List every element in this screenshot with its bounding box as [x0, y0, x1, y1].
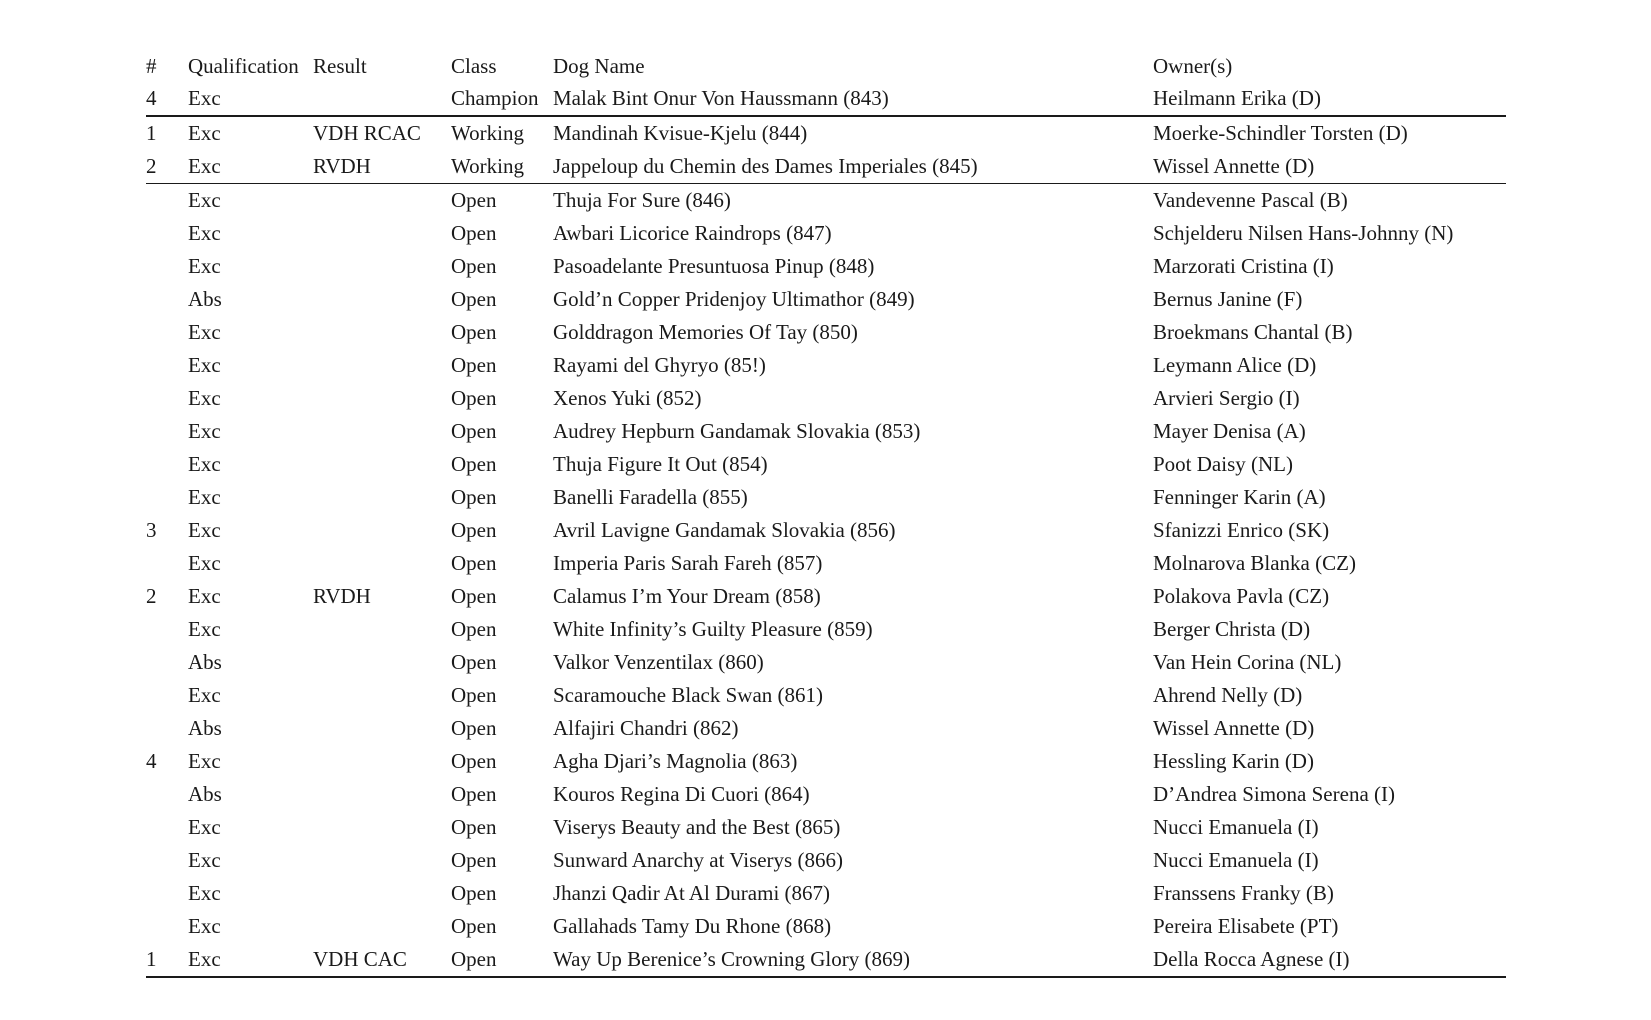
cell-owner: Fenninger Karin (A): [1153, 485, 1326, 509]
cell-num: [146, 778, 188, 811]
cell-num: [146, 646, 188, 679]
cell-qualification: Exc: [188, 551, 221, 575]
cell-owner: Nucci Emanuela (I): [1153, 815, 1319, 839]
cell-dog-name: Imperia Paris Sarah Fareh (857): [553, 551, 823, 575]
cell-class: Champion: [451, 82, 553, 116]
table-row: [146, 910, 1506, 943]
cell-num: 2: [146, 150, 188, 184]
table-row: [146, 316, 1506, 349]
cell-dog-name: Thuja Figure It Out (854): [553, 452, 768, 476]
cell-class: Open: [451, 943, 553, 977]
cell-class: Open: [451, 716, 497, 740]
cell-class: Open: [451, 485, 497, 509]
cell-qualification: Exc: [188, 881, 221, 905]
results-table: [146, 50, 1506, 978]
cell-qualification: Exc: [188, 683, 221, 707]
cell-qualification: Exc: [188, 914, 221, 938]
cell-class: Open: [451, 782, 497, 806]
cell-dog-name: Mandinah Kvisue-Kjelu (844): [553, 121, 808, 145]
cell-class: Open: [451, 551, 497, 575]
cell-dog-name: Alfajiri Chandri (862): [553, 716, 739, 740]
cell-dog-name: Gallahads Tamy Du Rhone (868): [553, 914, 832, 938]
cell-owner: Schjelderu Nilsen Hans-Johnny (N): [1153, 221, 1454, 245]
cell-class: Open: [451, 353, 497, 377]
cell-qualification: Exc: [188, 815, 221, 839]
cell-result: [313, 745, 451, 778]
cell-qualification: Exc: [188, 518, 221, 542]
cell-owner: Marzorati Cristina (I): [1153, 254, 1334, 278]
cell-class: Open: [451, 683, 497, 707]
table-row: [146, 448, 1506, 481]
cell-num: [146, 679, 188, 712]
cell-qualification: Exc: [188, 485, 221, 509]
cell-result: [313, 382, 451, 415]
table-row: [146, 283, 1506, 316]
cell-num: [146, 283, 188, 316]
cell-result: [313, 283, 451, 316]
cell-num: [146, 349, 188, 382]
cell-result: [313, 712, 451, 745]
cell-owner: Vandevenne Pascal (B): [1153, 188, 1348, 212]
cell-class: Open: [451, 452, 497, 476]
cell-owner: Heilmann Erika (D): [1153, 82, 1506, 116]
cell-result: [313, 844, 451, 877]
cell-qualification: Exc: [188, 848, 221, 872]
cell-class: Open: [451, 914, 497, 938]
cell-qualification: Abs: [188, 782, 222, 806]
cell-owner: Leymann Alice (D): [1153, 353, 1317, 377]
cell-qualification: Exc: [188, 121, 221, 145]
cell-dog-name: Jhanzi Qadir At Al Durami (867): [553, 881, 831, 905]
table-row: [146, 712, 1506, 745]
cell-qualification: Exc: [188, 386, 221, 410]
cell-dog-name: Xenos Yuki (852): [553, 386, 702, 410]
cell-dog-name: Kouros Regina Di Cuori (864): [553, 782, 810, 806]
cell-dog-name: Golddragon Memories Of Tay (850): [553, 320, 858, 344]
cell-owner: Poot Daisy (NL): [1153, 452, 1293, 476]
header-num: #: [146, 54, 157, 78]
header-result: Result: [313, 54, 367, 78]
table-row: [146, 250, 1506, 283]
header-class: Class: [451, 54, 497, 78]
table-row: [146, 778, 1506, 811]
table-row: [146, 415, 1506, 448]
cell-result: [313, 316, 451, 349]
cell-dog-name: Jappeloup du Chemin des Dames Imperiales (845): [553, 150, 1153, 184]
cell-result: RVDH: [313, 150, 451, 184]
table-row: [146, 844, 1506, 877]
cell-dog-name: Viserys Beauty and the Best (865): [553, 815, 841, 839]
cell-result: [313, 778, 451, 811]
cell-owner: Polakova Pavla (CZ): [1153, 584, 1330, 608]
cell-owner: Arvieri Sergio (I): [1153, 386, 1300, 410]
cell-num: [146, 811, 188, 844]
table-row: [146, 943, 1506, 977]
cell-dog-name: Calamus I’m Your Dream (858): [553, 584, 821, 608]
cell-num: [146, 250, 188, 283]
cell-owner: Wissel Annette (D): [1153, 150, 1506, 184]
cell-class: Open: [451, 848, 497, 872]
table-row: [146, 547, 1506, 580]
cell-owner: Van Hein Corina (NL): [1153, 650, 1342, 674]
cell-owner: Nucci Emanuela (I): [1153, 848, 1319, 872]
cell-num: 4: [146, 82, 188, 116]
cell-qualification: Exc: [188, 419, 221, 443]
cell-owner: Broekmans Chantal (B): [1153, 320, 1353, 344]
cell-dog-name: Audrey Hepburn Gandamak Slovakia (853): [553, 419, 921, 443]
table-row: [146, 184, 1506, 218]
cell-num: [146, 448, 188, 481]
table-row: [146, 217, 1506, 250]
cell-dog-name: Gold’n Copper Pridenjoy Ultimathor (849): [553, 287, 915, 311]
cell-result: VDH CAC: [313, 943, 451, 977]
header-dog-name: Dog Name: [553, 54, 645, 78]
table-row: [146, 514, 1506, 547]
cell-num: 1: [146, 943, 188, 977]
cell-dog-name: White Infinity’s Guilty Pleasure (859): [553, 617, 873, 641]
table-row: [146, 481, 1506, 514]
cell-qualification: Exc: [188, 749, 221, 773]
cell-dog-name: Rayami del Ghyryo (85!): [553, 353, 766, 377]
table-row: [146, 382, 1506, 415]
cell-dog-name: Agha Djari’s Magnolia (863): [553, 749, 798, 773]
cell-class: Working: [451, 121, 524, 145]
cell-owner: Ahrend Nelly (D): [1153, 683, 1303, 707]
cell-owner: Mayer Denisa (A): [1153, 419, 1306, 443]
cell-owner: Wissel Annette (D): [1153, 716, 1315, 740]
cell-dog-name: Banelli Faradella (855): [553, 485, 748, 509]
cell-class: Open: [451, 419, 497, 443]
cell-class: Open: [451, 320, 497, 344]
cell-qualification: Exc: [188, 320, 221, 344]
table-row: [146, 150, 1506, 184]
cell-qualification: Exc: [188, 254, 221, 278]
cell-dog-name: Malak Bint Onur Von Haussmann (843): [553, 82, 1153, 116]
cell-result: [313, 514, 451, 547]
cell-num: [146, 481, 188, 514]
cell-result: VDH RCAC: [313, 121, 421, 145]
cell-class: Open: [451, 881, 497, 905]
cell-qualification: Exc: [188, 188, 221, 212]
cell-num: [146, 844, 188, 877]
cell-owner: D’Andrea Simona Serena (I): [1153, 782, 1395, 806]
cell-num: [146, 184, 188, 218]
cell-qualification: Exc: [188, 221, 221, 245]
cell-num: [146, 316, 188, 349]
cell-class: Open: [451, 518, 497, 542]
cell-qualification: Exc: [188, 617, 221, 641]
table-row: [146, 646, 1506, 679]
cell-result: [313, 877, 451, 910]
cell-result: [313, 184, 451, 218]
table-row: [146, 679, 1506, 712]
cell-qualification: Abs: [188, 716, 222, 740]
table-row: [146, 116, 1506, 150]
cell-dog-name: Scaramouche Black Swan (861): [553, 683, 823, 707]
cell-owner: Bernus Janine (F): [1153, 287, 1303, 311]
cell-owner: Moerke-Schindler Torsten (D): [1153, 121, 1408, 145]
cell-num: [146, 613, 188, 646]
cell-num: [146, 217, 188, 250]
table-row: [146, 613, 1506, 646]
results-body: [146, 82, 1506, 977]
cell-owner: Franssens Franky (B): [1153, 881, 1334, 905]
cell-qualification: Abs: [188, 650, 222, 674]
cell-dog-name: Thuja For Sure (846): [553, 188, 731, 212]
cell-class: Open: [451, 386, 497, 410]
cell-num: 4: [146, 749, 157, 773]
cell-dog-name: Pasoadelante Presuntuosa Pinup (848): [553, 254, 875, 278]
cell-qualification: Exc: [188, 452, 221, 476]
cell-result: [313, 349, 451, 382]
cell-dog-name: Valkor Venzentilax (860): [553, 650, 764, 674]
cell-num: [146, 712, 188, 745]
cell-class: Open: [451, 221, 497, 245]
table-row: [146, 811, 1506, 844]
cell-result: [313, 217, 451, 250]
cell-result: [313, 679, 451, 712]
cell-qualification: Exc: [188, 584, 221, 608]
cell-result: [313, 547, 451, 580]
cell-class: Open: [451, 584, 497, 608]
cell-result: [313, 415, 451, 448]
cell-qualification: Abs: [188, 287, 222, 311]
cell-owner: Sfanizzi Enrico (SK): [1153, 518, 1330, 542]
cell-dog-name: Awbari Licorice Raindrops (847): [553, 221, 832, 245]
cell-num: [146, 415, 188, 448]
cell-class: Open: [451, 617, 497, 641]
cell-num: [146, 382, 188, 415]
header-qualification: Qualification: [188, 54, 299, 78]
cell-owner: Della Rocca Agnese (I): [1153, 943, 1506, 977]
header-owners: Owner(s): [1153, 54, 1233, 78]
cell-dog-name: Avril Lavigne Gandamak Slovakia (856): [553, 518, 896, 542]
table-row: [146, 745, 1506, 778]
cell-result: [313, 646, 451, 679]
cell-num: [146, 877, 188, 910]
cell-result: RVDH: [313, 584, 371, 608]
cell-qualification: Exc: [188, 82, 313, 116]
cell-num: [146, 547, 188, 580]
cell-dog-name: Way Up Berenice’s Crowning Glory (869): [553, 943, 1153, 977]
cell-class: Open: [451, 254, 497, 278]
cell-num: 1: [146, 121, 157, 145]
cell-class: Open: [451, 815, 497, 839]
table-row: [146, 349, 1506, 382]
cell-num: 3: [146, 518, 157, 542]
table-row: [146, 877, 1506, 910]
cell-result: [313, 82, 451, 116]
cell-qualification: Exc: [188, 150, 313, 184]
cell-result: [313, 448, 451, 481]
cell-class: Open: [451, 650, 497, 674]
cell-class: Working: [451, 150, 553, 184]
cell-result: [313, 250, 451, 283]
cell-num: [146, 910, 188, 943]
cell-owner: Molnarova Blanka (CZ): [1153, 551, 1356, 575]
cell-result: [313, 910, 451, 943]
header-row: [146, 50, 1506, 82]
table-row: [146, 580, 1506, 613]
table-row: [146, 82, 1506, 116]
cell-owner: Hessling Karin (D): [1153, 749, 1314, 773]
cell-owner: Pereira Elisabete (PT): [1153, 914, 1339, 938]
cell-num: 2: [146, 584, 157, 608]
cell-class: Open: [451, 287, 497, 311]
cell-dog-name: Sunward Anarchy at Viserys (866): [553, 848, 843, 872]
cell-class: Open: [451, 188, 497, 212]
cell-result: [313, 481, 451, 514]
cell-owner: Berger Christa (D): [1153, 617, 1311, 641]
cell-result: [313, 811, 451, 844]
cell-qualification: Exc: [188, 353, 221, 377]
cell-qualification: Exc: [188, 943, 313, 977]
cell-result: [313, 613, 451, 646]
cell-class: Open: [451, 749, 497, 773]
